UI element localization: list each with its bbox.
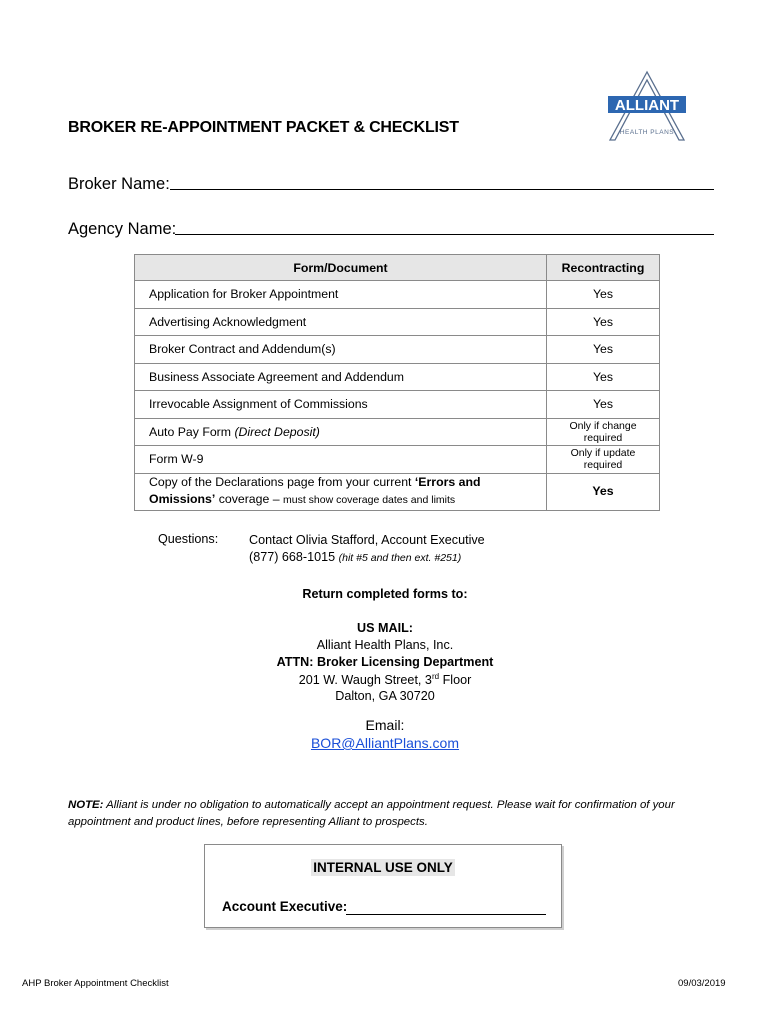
page-title: BROKER RE-APPOINTMENT PACKET & CHECKLIST: [68, 119, 459, 136]
header-form-document: Form/Document: [135, 255, 547, 281]
account-executive-label: Account Executive:: [222, 899, 348, 914]
row-status: Yes: [547, 308, 660, 336]
row-document: Application for Broker Appointment: [135, 281, 547, 309]
checklist-table: [134, 254, 660, 511]
row-document: Copy of the Declarations page from your current ‘Errors and Omissions’ coverage – must show coverage dates and limits: [135, 473, 547, 510]
logo-name: ALLIANT: [614, 97, 680, 114]
mail-street: 201 W. Waugh Street, 3rd Floor: [298, 672, 472, 688]
table-row: [135, 308, 660, 336]
logo-tagline: HEALTH PLANS: [619, 129, 675, 136]
internal-use-box: [204, 844, 562, 928]
agency-name-field[interactable]: [175, 234, 714, 235]
contact-name: Contact Olivia Stafford, Account Executive: [249, 533, 485, 547]
row-status: Yes: [547, 391, 660, 419]
table-row: [135, 391, 660, 419]
table-row: [135, 281, 660, 309]
row-status: Only if update required: [547, 446, 660, 474]
email-block: [0, 717, 770, 751]
internal-use-title: INTERNAL USE ONLY: [313, 860, 453, 875]
mail-attn: ATTN: Broker Licensing Department: [276, 655, 494, 669]
footer-title: AHP Broker Appointment Checklist: [22, 978, 169, 989]
row-document: Advertising Acknowledgment: [135, 308, 547, 336]
table-row: [135, 418, 660, 446]
account-executive-field[interactable]: [346, 914, 546, 915]
row-document: Business Associate Agreement and Addendum: [135, 363, 547, 391]
questions-contact: [249, 532, 485, 567]
row-document: Irrevocable Assignment of Commissions: [135, 391, 547, 419]
mail-city: Dalton, GA 30720: [335, 689, 435, 703]
table-row: [135, 363, 660, 391]
row-status: Yes: [547, 336, 660, 364]
header-recontracting: Recontracting: [547, 255, 660, 281]
table-row: [135, 473, 660, 510]
return-heading: Return completed forms to:: [302, 587, 468, 601]
broker-name-label: Broker Name:: [68, 175, 170, 193]
table-header-row: [135, 255, 660, 281]
table-row: [135, 446, 660, 474]
row-status: Yes: [547, 281, 660, 309]
row-document-note: must show coverage dates and limits: [282, 494, 456, 506]
us-mail-heading: US MAIL:: [357, 621, 413, 635]
footer-date: 09/03/2019: [678, 978, 726, 989]
note-text: NOTE: Alliant is under no obligation to automatically accept an appointment request. Please wait for confirmation of your appointment and product lines, before representing Alliant to prospects.: [68, 799, 675, 828]
note-label: NOTE:: [68, 799, 104, 811]
email-label: Email:: [365, 717, 405, 733]
table-row: [135, 336, 660, 364]
row-status: Yes: [547, 473, 660, 510]
email-link[interactable]: BOR@AlliantPlans.com: [310, 735, 460, 751]
mail-company: Alliant Health Plans, Inc.: [316, 638, 454, 652]
row-document: Auto Pay Form (Direct Deposit): [135, 418, 547, 446]
row-document-note: (Direct Deposit): [234, 424, 320, 439]
row-status: Yes: [547, 363, 660, 391]
questions-label: Questions:: [158, 532, 219, 546]
row-status: Only if change required: [547, 418, 660, 446]
contact-phone: (877) 668-1015 (hit #5 and then ext. #251): [249, 550, 462, 564]
alliant-logo: [606, 70, 688, 142]
row-document: Broker Contract and Addendum(s): [135, 336, 547, 364]
row-document: Form W-9: [135, 446, 547, 474]
broker-name-field[interactable]: [170, 189, 714, 190]
agency-name-label: Agency Name:: [68, 220, 177, 238]
